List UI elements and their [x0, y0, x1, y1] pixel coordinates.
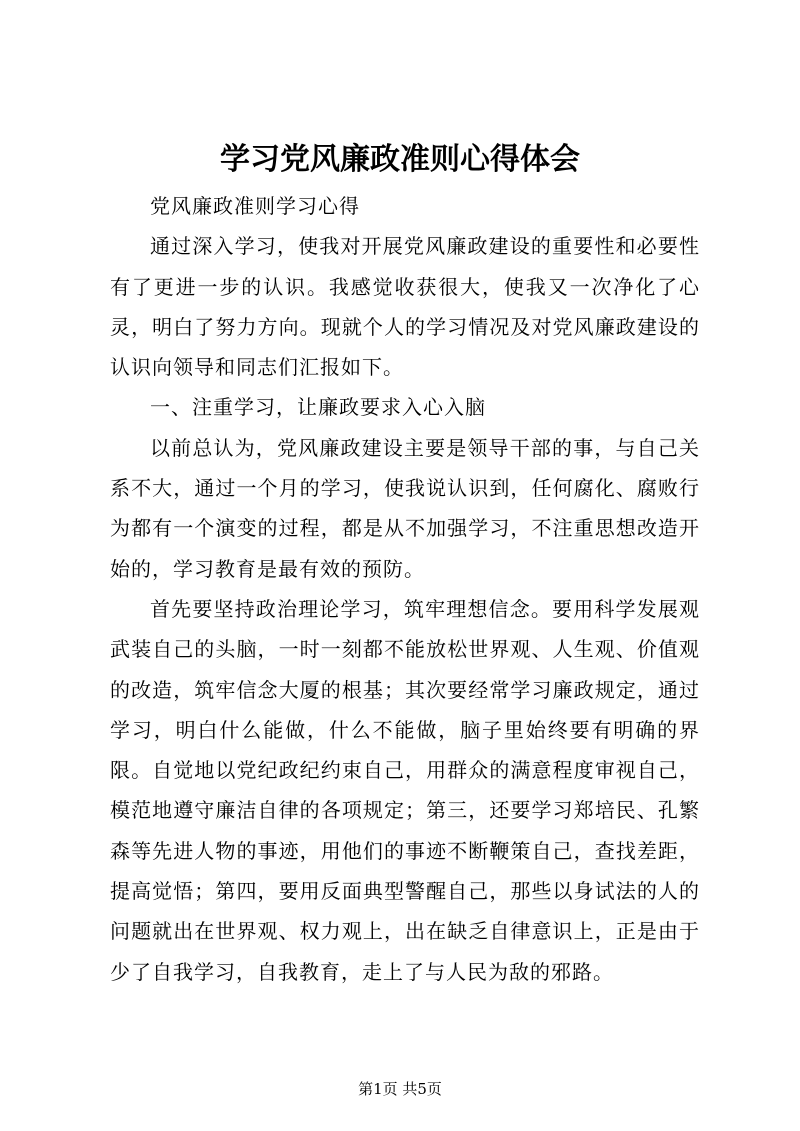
page-number-footer: 第1页 共5页 [358, 1080, 442, 1098]
section-heading: 一、注重学习，让廉政要求入心入脑 [150, 395, 486, 420]
paragraph-intro: 通过深入学习，使我对开展党风廉政建设的重要性和必要性有了更进一步的认识。我感觉收获很大，使我又一次净化了心灵，明白了努力方向。现就个人的学习情况及对党风廉政建设的认识向领导和同志们汇报如下。 [110, 234, 700, 380]
document-title: 学习党风廉政准则心得体会 [220, 142, 580, 177]
document-body [110, 186, 700, 992]
section-subtitle: 党风廉政准则学习心得 [150, 194, 360, 218]
paragraph: 以前总认为，党风廉政建设主要是领导干部的事，与自己关系不大，通过一个月的学习，使我说认识到，任何腐化、腐败行为都有一个演变的过程，都是从不加强学习，不注重思想改造开始的，学习教育是最有效的预防。 [110, 435, 700, 581]
paragraph: 首先要坚持政治理论学习，筑牢理想信念。要用科学发展观武装自己的头脑，一时一刻都不能放松世界观、人生观、价值观的改造，筑牢信念大厦的根基；其次要经常学习廉政规定，通过学习，明白什么能做，什么不能做，脑子里始终要有明确的界限。自觉地以党纪政纪约束自己，用群众的满意程度审视自己，模范地遵守廉洁自律的各项规定；第三，还要学习郑培民、孔繁森等先进人物的事迹，用他们的事迹不断鞭策自己，查找差距，提高觉悟；第四，要用反面典型警醒自己，那些以身试法的人的问题就出在世界观、权力观上，出在缺乏自律意识上，正是由于少了自我学习，自我教育，走上了与人民为敌的邪路。 [110, 596, 700, 984]
